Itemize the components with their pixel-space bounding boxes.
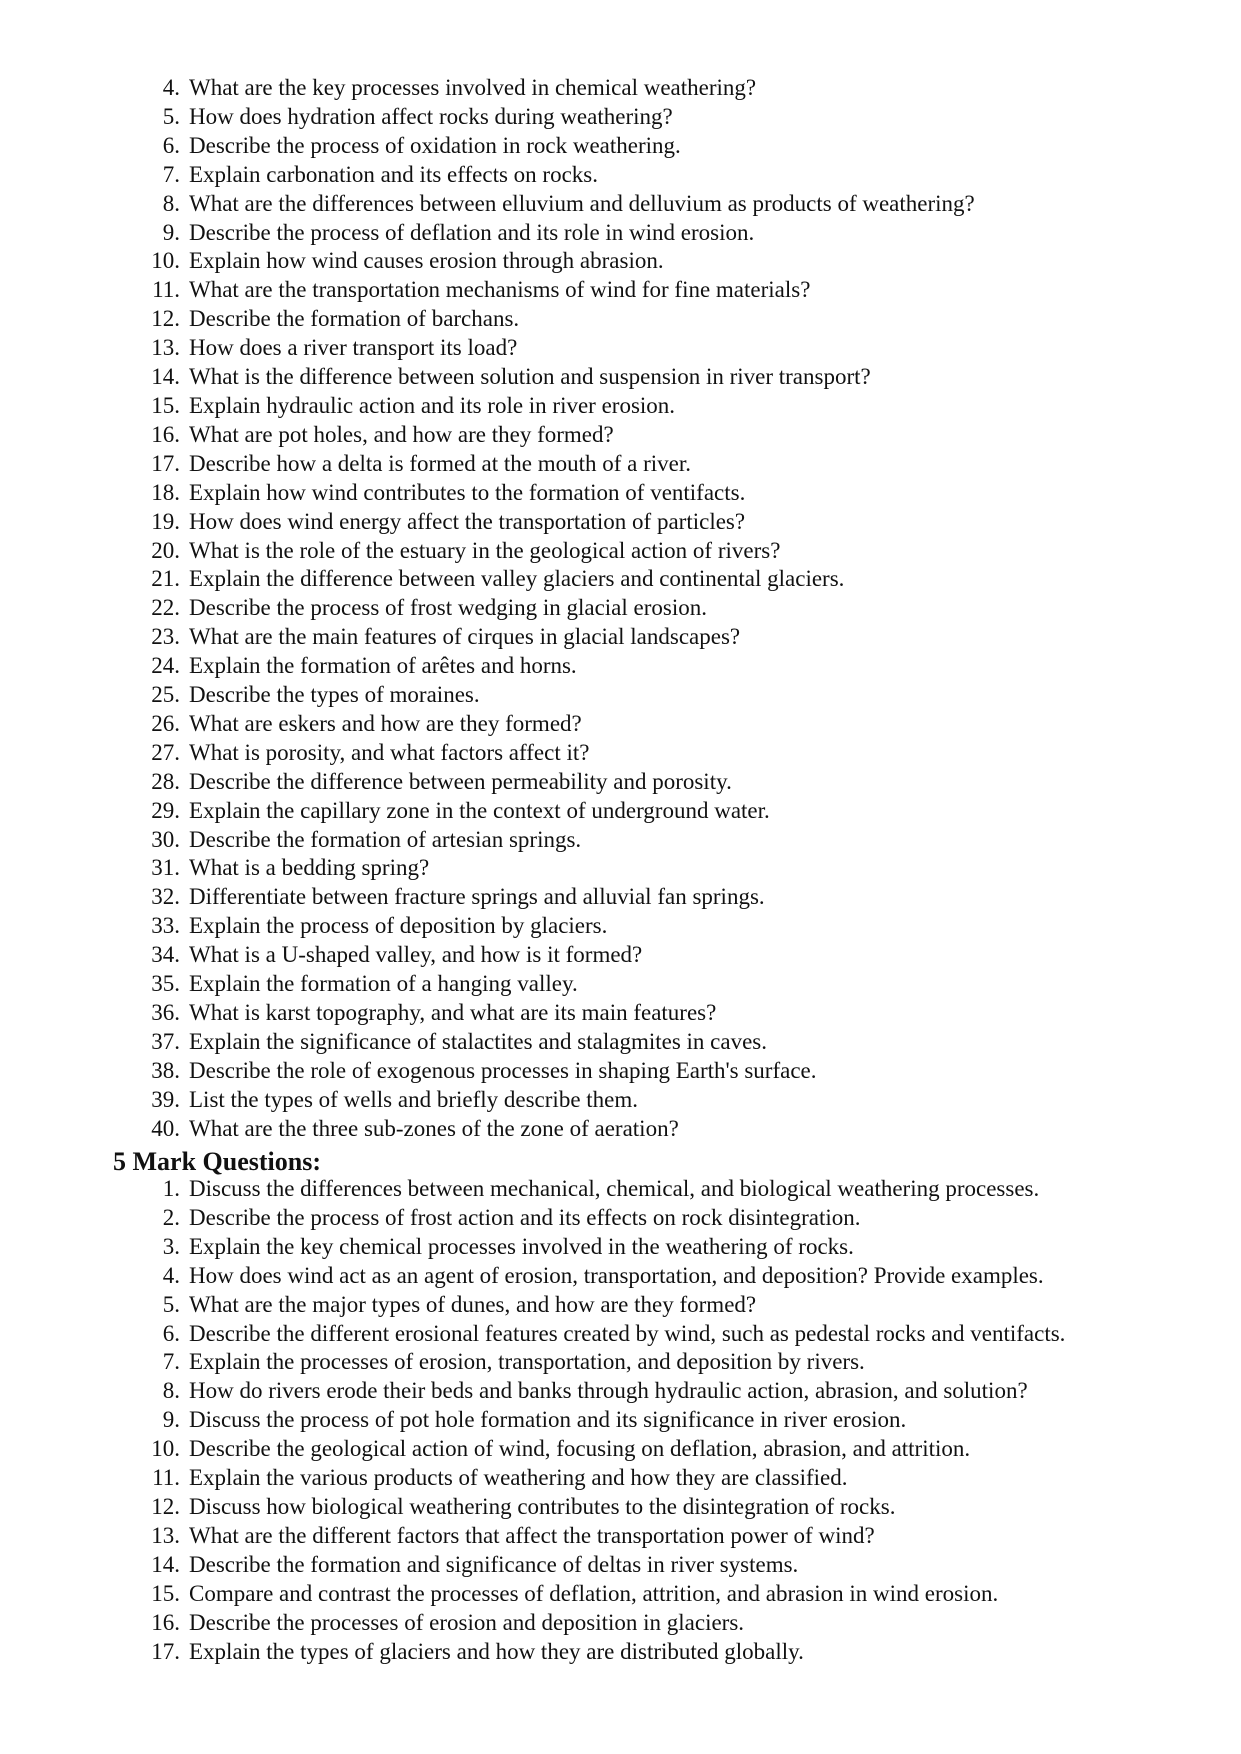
question-item: [141, 681, 975, 710]
question-number: 12.: [151, 306, 180, 332]
question-text: What are the major types of dunes, and how are they formed?: [189, 1291, 757, 1317]
question-text: What are the three sub-zones of the zone of aeration?: [189, 1115, 679, 1141]
question-number: 7.: [162, 161, 180, 187]
question-number: 19.: [151, 508, 180, 534]
question-text: Explain the formation of a hanging valley.: [189, 971, 578, 997]
question-number: 39.: [151, 1086, 180, 1112]
question-item: [141, 1493, 1065, 1522]
question-item: [141, 161, 975, 190]
question-item: [141, 247, 975, 276]
question-text: What is porosity, and what factors affect it?: [189, 739, 590, 765]
section-heading-5-mark: 5 Mark Questions:: [113, 1147, 321, 1176]
question-text: Explain hydraulic action and its role in river erosion.: [189, 392, 676, 418]
question-list-5-mark: [141, 1175, 1065, 1666]
question-number: 4.: [162, 1262, 180, 1288]
question-number: 1.: [162, 1176, 180, 1201]
question-item: [141, 392, 975, 421]
question-text: Describe the process of oxidation in rock weathering.: [189, 132, 681, 158]
question-number: 4.: [162, 75, 180, 100]
question-number: 16.: [151, 421, 180, 447]
question-item: [141, 334, 975, 363]
question-number: 24.: [151, 653, 180, 679]
question-text: Explain how wind causes erosion through abrasion.: [189, 248, 664, 274]
question-number: 9.: [162, 219, 180, 245]
question-item: [141, 652, 975, 681]
question-text: How do rivers erode their beds and banks through hydraulic action, abrasion, and solution?: [189, 1378, 1028, 1404]
question-number: 9.: [162, 1407, 180, 1433]
question-text: How does wind act as an agent of erosion, transportation, and deposition? Provide examples.: [189, 1262, 1044, 1288]
question-item: [141, 1609, 1065, 1638]
question-number: 27.: [151, 739, 180, 765]
question-text: Describe the process of frost action and its effects on rock disintegration.: [189, 1204, 861, 1230]
question-text: Describe how a delta is formed at the mouth of a river.: [189, 450, 692, 476]
question-text: Explain carbonation and its effects on rocks.: [189, 161, 598, 187]
question-number: 12.: [151, 1493, 180, 1519]
question-text: Describe the formation and significance of deltas in river systems.: [189, 1551, 799, 1577]
question-text: What is the role of the estuary in the geological action of rivers?: [189, 537, 781, 563]
question-number: 30.: [151, 826, 180, 852]
question-number: 15.: [151, 392, 180, 418]
question-number: 14.: [151, 364, 180, 390]
question-item: [141, 1551, 1065, 1580]
question-number: 13.: [151, 1522, 180, 1548]
question-number: 13.: [151, 335, 180, 361]
question-item: [141, 1580, 1065, 1609]
question-item: [141, 854, 975, 883]
question-number: 40.: [151, 1115, 180, 1141]
question-item: [141, 1638, 1065, 1667]
question-item: [141, 1175, 1065, 1204]
question-item: [141, 999, 975, 1028]
question-number: 21.: [151, 566, 180, 592]
question-number: 5.: [162, 1291, 180, 1317]
question-text: What are the main features of cirques in glacial landscapes?: [189, 624, 741, 650]
question-text: Describe the different erosional features created by wind, such as pedestal rocks and ventifacts.: [189, 1320, 1066, 1346]
question-text: List the types of wells and briefly describe them.: [189, 1086, 639, 1112]
question-item: [141, 768, 975, 797]
question-text: Describe the formation of artesian springs.: [189, 826, 582, 852]
question-number: 29.: [151, 797, 180, 823]
question-item: [141, 1262, 1065, 1291]
question-text: Describe the types of moraines.: [189, 682, 480, 708]
question-text: Describe the geological action of wind, focusing on deflation, abrasion, and attrition.: [189, 1436, 971, 1462]
question-number: 15.: [151, 1580, 180, 1606]
question-item: [141, 1406, 1065, 1435]
question-item: [141, 508, 975, 537]
question-item: [141, 565, 975, 594]
question-item: [141, 1028, 975, 1057]
question-item: [141, 912, 975, 941]
question-item: [141, 623, 975, 652]
question-text: Discuss the differences between mechanical, chemical, and biological weathering processes.: [189, 1176, 1040, 1201]
question-number: 10.: [151, 248, 180, 274]
question-text: What are the different factors that affect the transportation power of wind?: [189, 1522, 875, 1548]
question-item: [141, 1377, 1065, 1406]
question-number: 10.: [151, 1436, 180, 1462]
question-item: [141, 710, 975, 739]
question-number: 25.: [151, 682, 180, 708]
question-text: Explain how wind contributes to the formation of ventifacts.: [189, 479, 746, 505]
question-text: Describe the processes of erosion and deposition in glaciers.: [189, 1609, 745, 1635]
question-text: How does hydration affect rocks during weathering?: [189, 103, 673, 129]
question-text: Describe the process of frost wedging in glacial erosion.: [189, 595, 707, 621]
question-number: 8.: [162, 1378, 180, 1404]
question-text: Explain the types of glaciers and how they are distributed globally.: [189, 1638, 804, 1664]
question-text: Explain the formation of arêtes and horns.: [189, 653, 577, 679]
question-number: 34.: [151, 942, 180, 968]
question-text: Describe the difference between permeability and porosity.: [189, 768, 732, 794]
question-text: What are the key processes involved in chemical weathering?: [189, 75, 757, 100]
question-text: What is a U-shaped valley, and how is it formed?: [189, 942, 643, 968]
question-item: [141, 594, 975, 623]
question-item: [141, 1291, 1065, 1320]
question-text: Describe the process of deflation and its role in wind erosion.: [189, 219, 755, 245]
question-number: 20.: [151, 537, 180, 563]
question-number: 11.: [152, 1465, 180, 1491]
question-number: 11.: [152, 277, 180, 303]
question-number: 37.: [151, 1028, 180, 1054]
question-text: What are eskers and how are they formed?: [189, 710, 582, 736]
question-number: 3.: [162, 1233, 180, 1259]
question-item: [141, 1435, 1065, 1464]
question-item: [141, 1115, 975, 1144]
question-number: 28.: [151, 768, 180, 794]
question-text: Explain the various products of weathering and how they are classified.: [189, 1465, 848, 1491]
question-text: Explain the processes of erosion, transportation, and deposition by rivers.: [189, 1349, 865, 1375]
question-number: 18.: [151, 479, 180, 505]
question-text: What is the difference between solution and suspension in river transport?: [189, 364, 871, 390]
question-text: What is a bedding spring?: [189, 855, 430, 881]
question-item: [141, 363, 975, 392]
question-item: [141, 1348, 1065, 1377]
question-text: Explain the significance of stalactites and stalagmites in caves.: [189, 1028, 767, 1054]
question-number: 35.: [151, 971, 180, 997]
question-text: Discuss the process of pot hole formation and its significance in river erosion.: [189, 1407, 907, 1433]
question-text: Explain the capillary zone in the context of underground water.: [189, 797, 770, 823]
question-item: [141, 74, 975, 103]
question-item: [141, 970, 975, 999]
question-item: [141, 132, 975, 161]
question-number: 14.: [151, 1551, 180, 1577]
question-number: 7.: [162, 1349, 180, 1375]
question-item: [141, 1464, 1065, 1493]
question-text: How does a river transport its load?: [189, 335, 518, 361]
question-text: What are the differences between elluvium and delluvium as products of weathering?: [189, 190, 975, 216]
question-item: [141, 1086, 975, 1115]
question-number: 17.: [151, 450, 180, 476]
question-item: [141, 1320, 1065, 1349]
question-text: Explain the difference between valley glaciers and continental glaciers.: [189, 566, 845, 592]
question-item: [141, 1204, 1065, 1233]
question-text: What is karst topography, and what are its main features?: [189, 1000, 717, 1025]
question-item: [141, 450, 975, 479]
question-item: [141, 739, 975, 768]
question-item: [141, 305, 975, 334]
question-text: Compare and contrast the processes of deflation, attrition, and abrasion in wind erosion.: [189, 1580, 999, 1606]
question-item: [141, 103, 975, 132]
question-number: 2.: [162, 1204, 180, 1230]
question-number: 6.: [162, 132, 180, 158]
question-number: 8.: [162, 190, 180, 216]
question-item: [141, 479, 975, 508]
question-number: 23.: [151, 624, 180, 650]
question-item: [141, 883, 975, 912]
question-text: Explain the key chemical processes involved in the weathering of rocks.: [189, 1233, 854, 1259]
question-number: 31.: [151, 855, 180, 881]
question-text: Differentiate between fracture springs and alluvial fan springs.: [189, 884, 765, 910]
question-item: [141, 797, 975, 826]
question-item: [141, 1522, 1065, 1551]
question-item: [141, 1057, 975, 1086]
question-number: 16.: [151, 1609, 180, 1635]
question-text: What are the transportation mechanisms of wind for fine materials?: [189, 277, 811, 303]
question-number: 36.: [151, 1000, 180, 1025]
question-item: [141, 421, 975, 450]
question-number: 26.: [151, 710, 180, 736]
question-number: 17.: [151, 1638, 180, 1664]
question-number: 5.: [162, 103, 180, 129]
question-text: How does wind energy affect the transportation of particles?: [189, 508, 746, 534]
question-item: [141, 826, 975, 855]
question-text: Describe the role of exogenous processes in shaping Earth's surface.: [189, 1057, 817, 1083]
question-item: [141, 537, 975, 566]
question-text: Discuss how biological weathering contributes to the disintegration of rocks.: [189, 1493, 896, 1519]
question-list-continued: [141, 74, 975, 1144]
question-number: 6.: [162, 1320, 180, 1346]
question-item: [141, 219, 975, 248]
question-number: 38.: [151, 1057, 180, 1083]
question-number: 22.: [151, 595, 180, 621]
question-item: [141, 941, 975, 970]
question-text: What are pot holes, and how are they formed?: [189, 421, 614, 447]
question-number: 33.: [151, 913, 180, 939]
question-item: [141, 1233, 1065, 1262]
question-text: Explain the process of deposition by glaciers.: [189, 913, 608, 939]
question-text: Describe the formation of barchans.: [189, 306, 520, 332]
question-number: 32.: [151, 884, 180, 910]
question-item: [141, 276, 975, 305]
question-item: [141, 190, 975, 219]
